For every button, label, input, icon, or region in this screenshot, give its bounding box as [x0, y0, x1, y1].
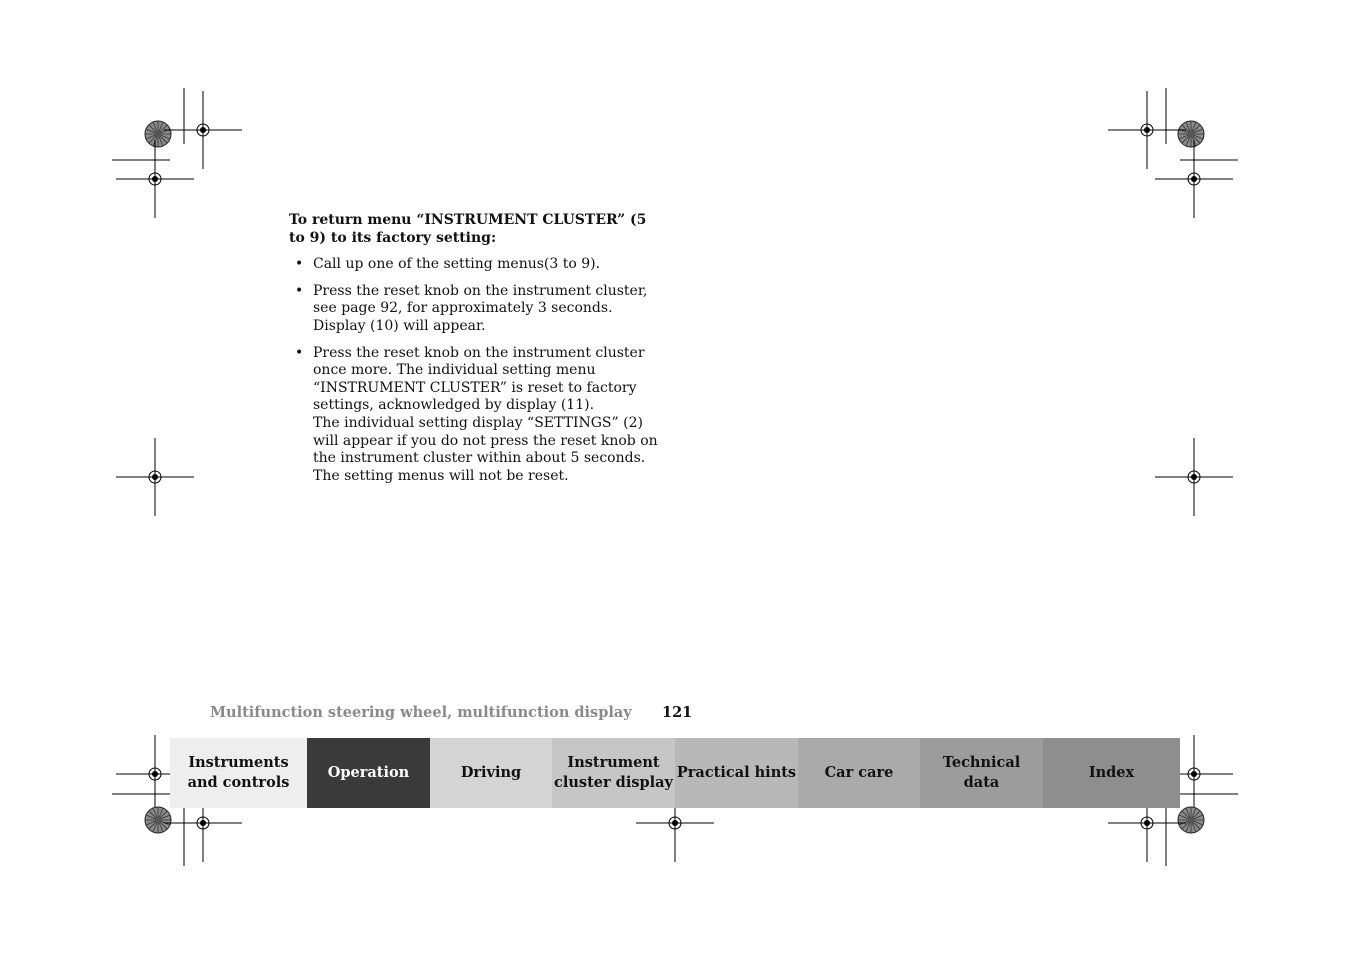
tab-label: Operation [327, 764, 410, 781]
crosshair-icon [1155, 140, 1233, 218]
color-wheel-icon [145, 807, 171, 833]
instruction-list [289, 256, 661, 485]
chapter-tab-bar [170, 738, 1180, 808]
list-item [289, 345, 661, 486]
tab-label: Car care [824, 764, 894, 781]
bullet-icon: • [295, 282, 304, 299]
section-heading: To return menu “INSTRUMENT CLUSTER” (5 to 9) to its factory setting: [289, 212, 647, 246]
tab-label: Technical data [942, 754, 1021, 791]
list-item-text: The individual setting display “SETTINGS” (2) will appear if you do not press the reset knob on the instrument cluster within about 5 seconds. The setting menus will not be reset. [313, 414, 658, 484]
tab-practical-hints[interactable] [675, 738, 798, 808]
list-item-text: Press the reset knob on the instrument cluster, see page 92, for approximately 3 seconds. Display (10) will appear. [313, 282, 648, 334]
color-wheel-icon [145, 121, 171, 147]
tab-label: Instruments and controls [187, 754, 290, 791]
bullet-icon: • [295, 256, 304, 273]
list-item-text: Call up one of the setting menus(3 to 9). [313, 256, 601, 273]
tab-car-care[interactable] [798, 738, 920, 808]
section-footer-title: Multifunction steering wheel, multifunction display [210, 704, 632, 721]
tab-technical-data[interactable] [920, 738, 1043, 808]
crosshair-icon [1108, 91, 1186, 169]
crosshair-icon [116, 140, 194, 218]
tab-instrument-cluster-display[interactable] [552, 738, 675, 808]
tab-label: Index [1088, 764, 1135, 781]
tab-label: Driving [460, 764, 522, 781]
tab-driving[interactable] [430, 738, 552, 808]
tab-label: Practical hints [676, 764, 797, 781]
main-content [289, 212, 661, 494]
crosshair-icon [116, 438, 194, 516]
list-item [289, 283, 661, 336]
tab-instruments-and-controls[interactable] [170, 738, 307, 808]
tab-operation[interactable] [307, 738, 430, 808]
tab-index[interactable] [1043, 738, 1180, 808]
crosshair-icon [164, 91, 242, 169]
color-wheel-icon [1178, 807, 1204, 833]
list-item-text: Press the reset knob on the instrument cluster once more. The individual setting menu “INSTRUMENT CLUSTER” is reset to factory settings, acknowledged by display (11). [313, 344, 645, 414]
page-number: 121 [662, 704, 693, 721]
crosshair-icon [1155, 438, 1233, 516]
bullet-icon: • [295, 344, 304, 361]
color-wheel-icon [1178, 121, 1204, 147]
tab-label: Instrument cluster display [554, 754, 673, 791]
list-item [289, 256, 661, 274]
